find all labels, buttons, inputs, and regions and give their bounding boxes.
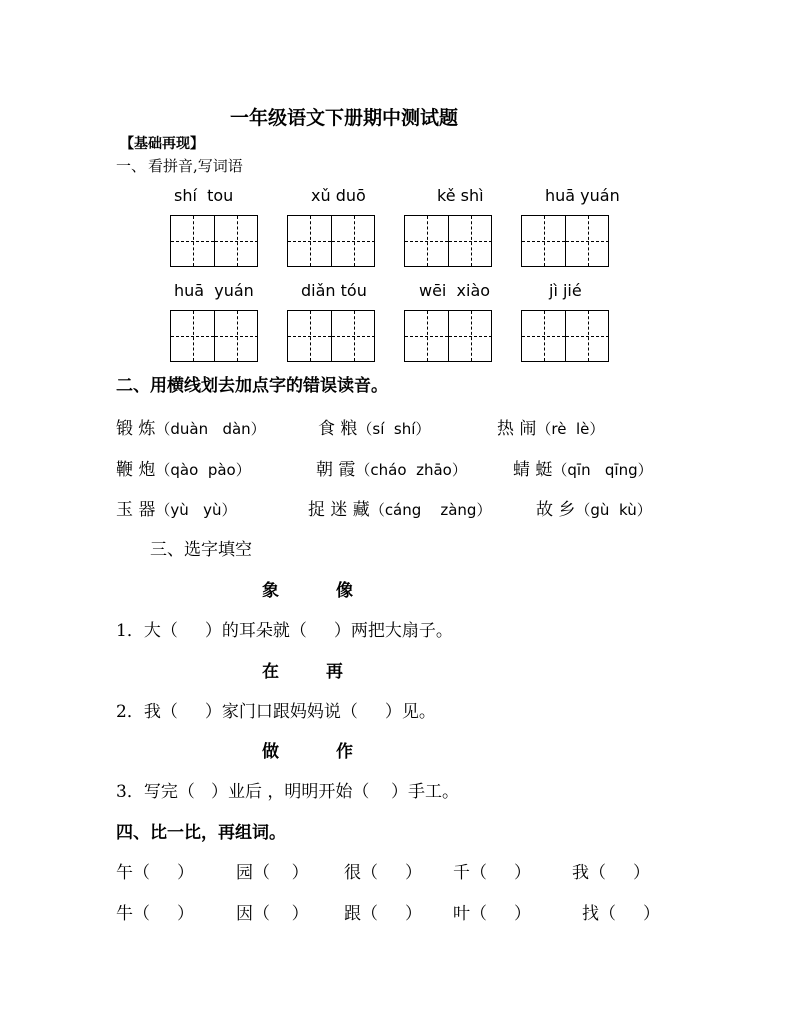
choice-option: 做 <box>262 742 279 762</box>
choice-option: 在 <box>262 662 279 682</box>
reading-item <box>116 495 236 520</box>
choice-option: 作 <box>336 742 353 762</box>
reading-word: 捉 迷 藏 <box>308 500 370 520</box>
compare-item: 我（ ） <box>572 863 651 883</box>
writing-grid[interactable] <box>170 215 258 267</box>
fill-sentence: 3．写完（ ）业后 ，明明开始（ ）手工。 <box>116 782 460 802</box>
question-1-label: 看拼音,写词语 <box>148 157 243 175</box>
question-1-heading <box>116 155 243 176</box>
choice-option: 再 <box>326 662 343 682</box>
choice-option: 像 <box>336 581 353 601</box>
reading-word: 热 闹 <box>497 419 537 439</box>
fill-sentence: 1．大（ ）的耳朵就（ ）两把大扇子。 <box>116 621 453 641</box>
question-3-heading: 三、选字填空 <box>150 540 252 560</box>
reading-item <box>316 455 467 480</box>
pinyin-label: jì jié <box>549 281 582 300</box>
reading-word: 故 乡 <box>536 500 576 520</box>
reading-item <box>116 414 266 439</box>
pinyin-label: shí tou <box>174 186 234 205</box>
writing-grid[interactable] <box>287 310 375 362</box>
reading-options: （qīn qīng） <box>552 461 653 479</box>
compare-item: 叶（ ） <box>453 904 532 924</box>
reading-word: 锻 炼 <box>116 419 156 439</box>
reading-item <box>116 455 251 480</box>
compare-item: 午（ ） <box>116 863 195 883</box>
reading-item <box>497 414 604 439</box>
question-1-number: 一、 <box>116 157 147 175</box>
reading-item <box>318 414 430 439</box>
reading-options: （gù kù） <box>575 501 652 519</box>
compare-item: 找（ ） <box>582 904 661 924</box>
reading-options: （sí shí） <box>357 420 431 438</box>
reading-word: 朝 霞 <box>316 460 356 480</box>
reading-options: （cháo zhāo） <box>355 461 467 479</box>
pinyin-label: huā yuán <box>545 186 620 205</box>
pinyin-label: wēi xiào <box>419 281 491 300</box>
compare-item: 跟（ ） <box>344 904 423 924</box>
question-4-heading: 四、比一比，再组词。 <box>116 823 286 843</box>
fill-sentence: 2．我（ ）家门口跟妈妈说（ ）见。 <box>116 702 436 722</box>
choice-option: 象 <box>262 581 279 601</box>
compare-item: 因（ ） <box>236 904 309 924</box>
reading-item <box>536 495 652 520</box>
writing-grid[interactable] <box>404 310 492 362</box>
pinyin-label: kě shì <box>437 186 484 205</box>
reading-options: （qào pào） <box>155 461 251 479</box>
compare-item: 园（ ） <box>236 863 309 883</box>
writing-grid[interactable] <box>521 215 609 267</box>
writing-grid[interactable] <box>404 215 492 267</box>
pinyin-label: diǎn tóu <box>301 281 367 300</box>
reading-options: （rè lè） <box>536 420 605 438</box>
compare-item: 千（ ） <box>453 863 532 883</box>
reading-options: （cáng zàng） <box>369 501 492 519</box>
reading-options: （duàn dàn） <box>155 420 266 438</box>
writing-grid[interactable] <box>287 215 375 267</box>
pinyin-label: huā yuán <box>174 281 254 300</box>
reading-word: 蜻 蜓 <box>513 460 553 480</box>
reading-word: 食 粮 <box>318 419 358 439</box>
section-heading: 【基础再现】 <box>120 136 204 152</box>
writing-grid[interactable] <box>521 310 609 362</box>
reading-options: （yù yù） <box>155 501 237 519</box>
reading-item <box>308 495 491 520</box>
reading-word: 玉 器 <box>116 500 156 520</box>
compare-item: 很（ ） <box>344 863 423 883</box>
page-title: 一年级语文下册期中测试题 <box>230 107 459 129</box>
compare-item: 牛（ ） <box>116 904 195 924</box>
writing-grid[interactable] <box>170 310 258 362</box>
reading-item <box>513 455 653 480</box>
reading-word: 鞭 炮 <box>116 460 156 480</box>
pinyin-label: xǔ duō <box>311 186 366 205</box>
question-2-heading: 二、用横线划去加点字的错误读音。 <box>116 376 388 396</box>
